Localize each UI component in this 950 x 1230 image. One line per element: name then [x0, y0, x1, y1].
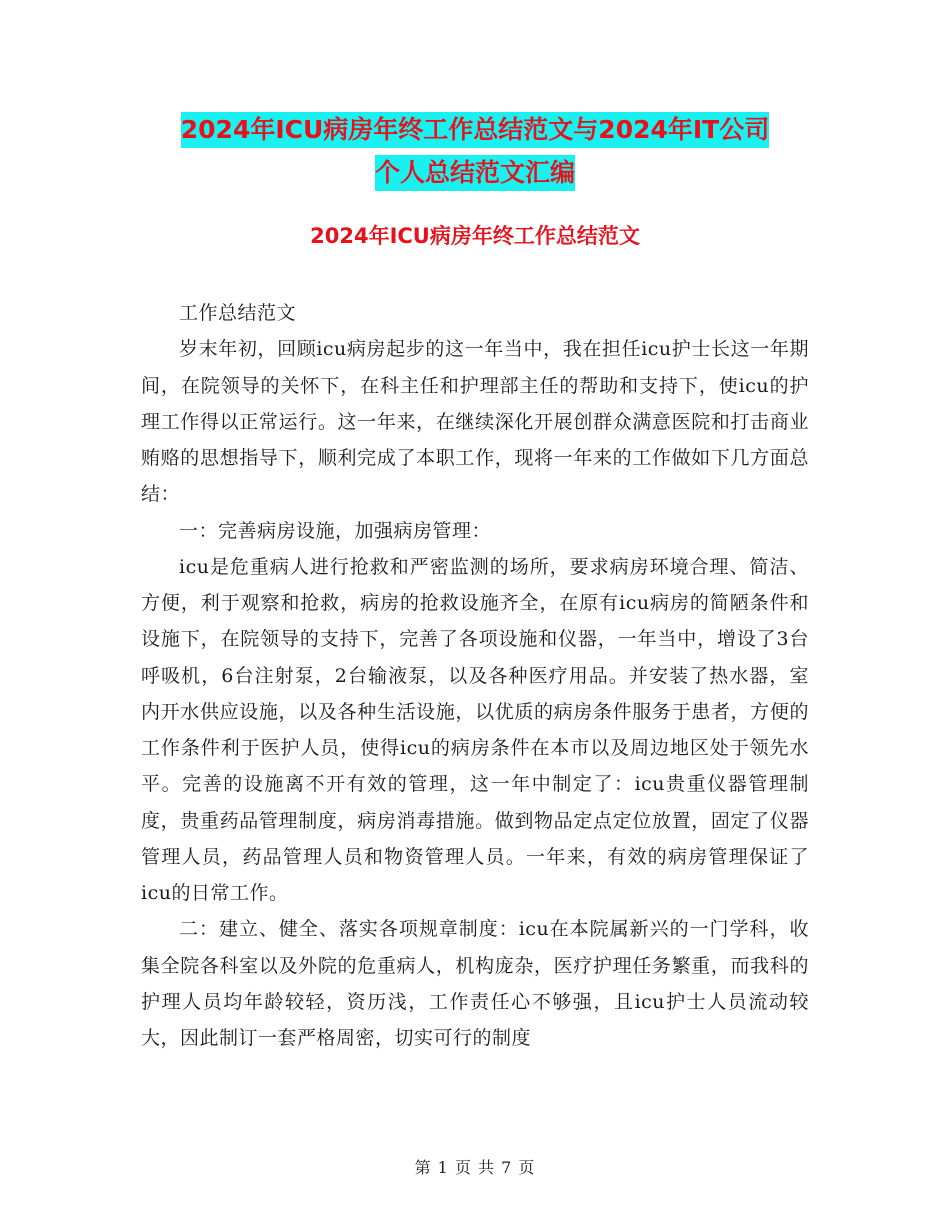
paragraph-subtitle: 工作总结范文 — [179, 302, 297, 324]
paragraph-intro: 岁末年初，回顾icu病房起步的这一年当中，我在担任icu护士长这一年期间，在院领导的关怀下，在科主任和护理部主任的帮助和支持下，使icu的护理工作得以正常运行。这一年来，在继续深化开展创群众满意医院和打击商业贿赂的思想指导下，顺利完成了本职工作，现将一年来的工作做如下几方面总结： — [141, 338, 809, 506]
document-title-line-2 — [0, 158, 950, 188]
paragraph-heading-one: 一：完善病房设施，加强病房管理： — [179, 519, 492, 542]
page-footer: 第 1 页 共 7 页 — [414, 1158, 536, 1177]
paragraph-regulations: 二：建立、健全、落实各项规章制度：icu在本院属新兴的一门学科，收集全院各科室以及外院的危重病人，机构庞杂，医疗护理任务繁重，而我科的护理人员均年龄较轻，资历浅，工作责任心不够强，且icu护士人员流动较大，因此制订一套严格周密，切实可行的制度 — [141, 918, 809, 1049]
section-title: 2024年ICU病房年终工作总结范文 — [310, 224, 640, 248]
document-title-line-1 — [0, 115, 950, 145]
body-text — [141, 295, 809, 1056]
title-highlight-2: 个人总结范文汇编 — [375, 155, 575, 191]
paragraph-facilities: icu是危重病人进行抢救和严密监测的场所，要求病房环境合理、简洁、方便，利于观察和抢救，病房的抢救设施齐全，在原有icu病房的简陋条件和设施下，在院领导的支持下，完善了各项设施和仪器，一年当中，增设了3台呼吸机，6台注射泵，2台输液泵，以及各种医疗用品。并安装了热水器，室内开水供应设施，以及各种生活设施，以优质的病房条件服务于患者，方便的工作条件利于医护人员，使得icu的病房条件在本市以及周边地区处于领先水平。完善的设施离不开有效的管理，这一年中制定了：icu贵重仪器管理制度，贵重药品管理制度，病房消毒措施。做到物品定点定位放置，固定了仪器管理人员，药品管理人员和物资管理人员。一年来，有效的病房管理保证了icu的日常工作。 — [141, 555, 809, 904]
title-highlight-1: 2024年ICU病房年终工作总结范文与2024年IT公司 — [181, 112, 769, 148]
